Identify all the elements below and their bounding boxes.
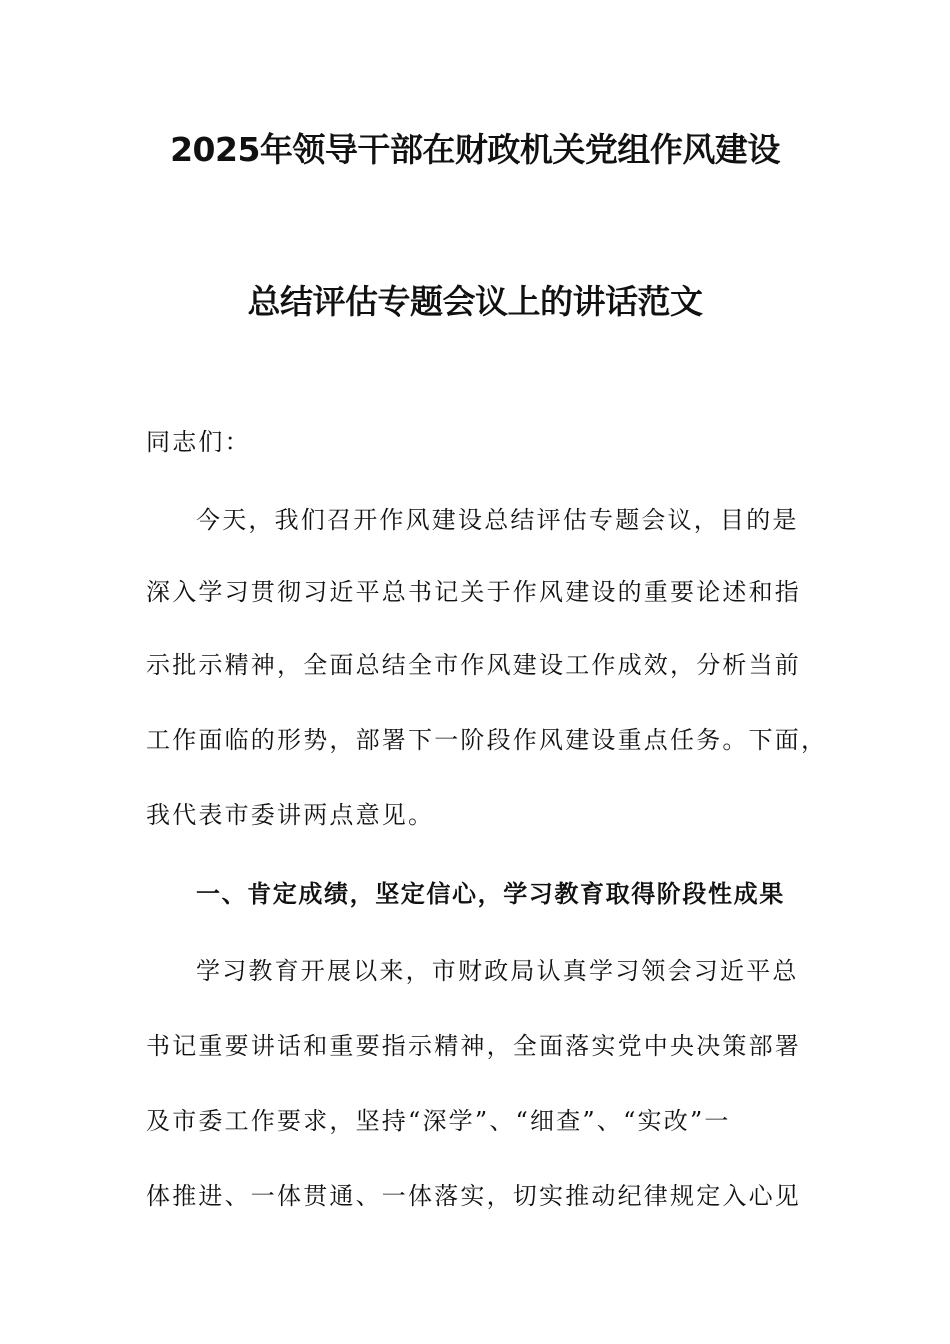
intro-line-1: 今天，我们召开作风建设总结评估专题会议，目的是 [196, 506, 799, 534]
intro-line-3: 示批示精神，全面总结全市作风建设工作成效，分析当前 [146, 651, 801, 679]
intro-line-2: 深入学习贯彻习近平总书记关于作风建设的重要论述和指 [146, 578, 801, 606]
intro-line-5: 我代表市委讲两点意见。 [146, 801, 435, 829]
section-1-line-2: 书记重要讲话和重要指示精神，全面落实党中央决策部署 [146, 1032, 801, 1060]
section-1-line-3: 及市委工作要求，坚持“深学”、“细查”、“实改”一 [146, 1107, 731, 1135]
section-1-heading: 一、肯定成绩，坚定信心，学习教育取得阶段性成果 [196, 879, 785, 908]
salutation: 同志们： [146, 428, 251, 456]
document-title-line-2: 总结评估专题会议上的讲话范文 [247, 282, 703, 321]
section-1-line-1: 学习教育开展以来，市财政局认真学习领会习近平总 [196, 957, 799, 985]
section-1-line-4: 体推进、一体贯通、一体落实，切实推动纪律规定入心见 [146, 1182, 801, 1210]
document-title-line-1: 2025年领导干部在财政机关党组作风建设 [170, 130, 780, 169]
intro-line-4: 工作面临的形势，部署下一阶段作风建设重点任务。下面， [146, 726, 828, 754]
